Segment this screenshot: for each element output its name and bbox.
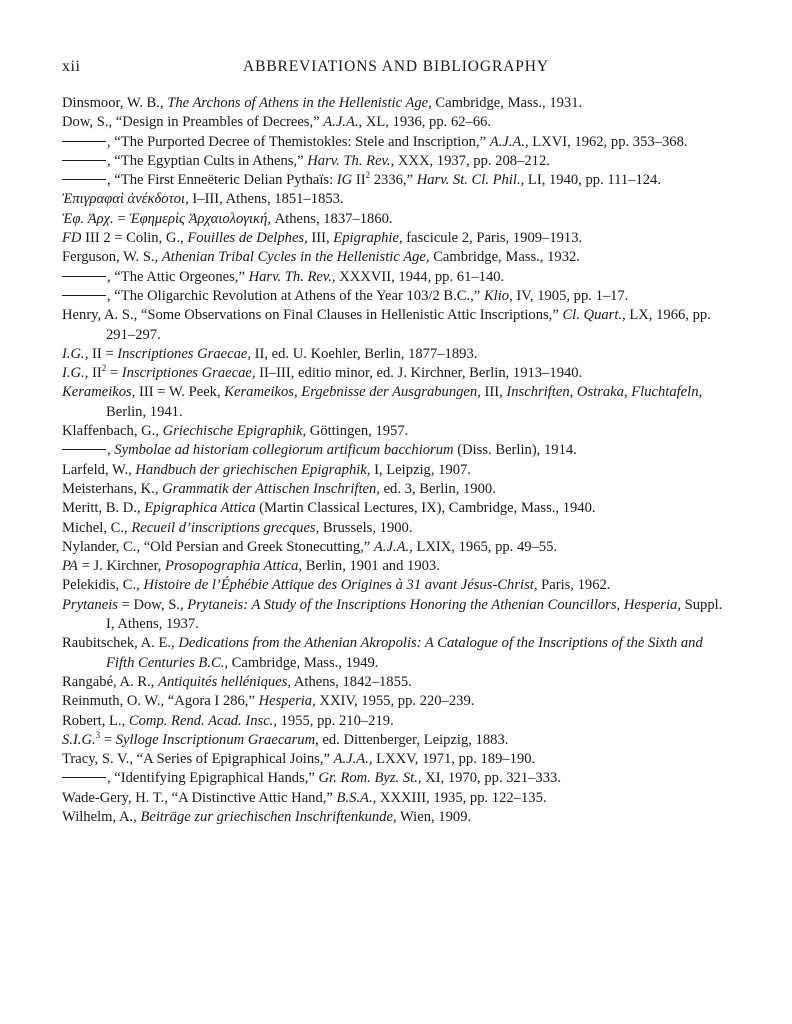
entry-text: Rangabé, A. R., [62, 673, 159, 690]
italic-text: Epigraphica Attica [144, 500, 256, 517]
entry-text: (Martin Classical Lectures, IX), Cambridge, Mass., 1940. [255, 500, 596, 517]
bibliography-entry [62, 383, 734, 422]
bibliography-entry [62, 422, 734, 441]
entry-text: I–III, Athens, 1851–1853. [188, 191, 344, 208]
italic-text: Athenian Tribal Cycles in the Hellenistic Age, [161, 249, 430, 266]
entry-text: Berlin, 1901 and 1903. [302, 558, 440, 575]
bibliography-entry [62, 210, 734, 229]
entry-text: XI, 1970, pp. 321–333. [421, 770, 561, 787]
entry-text: , “The Purported Decree of Themistokles: Stele and Inscription,” [107, 133, 490, 150]
bibliography-entry [62, 731, 734, 750]
ditto-dash [62, 276, 106, 277]
italic-text: Klio, [483, 287, 513, 304]
bibliography-entry [62, 750, 734, 769]
entry-text: II, ed. U. Koehler, Berlin, 1877–1893. [251, 345, 478, 362]
superscript-text: 2 [101, 363, 107, 374]
ditto-dash [62, 141, 106, 142]
bibliography-entry [62, 596, 734, 635]
italic-text: FD [62, 230, 82, 247]
bibliography-entry [62, 268, 734, 287]
superscript-text: 2 [365, 170, 371, 181]
italic-text: Recueil d’inscriptions grecques, [131, 519, 320, 536]
entry-text: Tracy, S. V., “A Series of Epigraphical Joins,” [62, 751, 334, 768]
italic-text: Prytaneis [62, 596, 118, 613]
bibliography-entry [62, 94, 734, 113]
entry-text: Robert, L., [62, 712, 129, 729]
entry-text: 1955, pp. 210–219. [276, 712, 394, 729]
entry-text: Cambridge, Mass., 1931. [431, 95, 583, 111]
entry-text: Wilhelm, A., [62, 808, 141, 825]
italic-text: Dedications from the Athenian Akropolis: A Catalogue of the Inscriptions of the Sixth and Fifth Centuries B.C., [106, 635, 703, 671]
entry-text: LXXV, 1971, pp. 189–190. [372, 751, 536, 768]
italic-text: Harv. St. Cl. Phil., [416, 172, 525, 189]
italic-text: I.G., [62, 365, 89, 382]
italic-text: PA [62, 558, 78, 575]
entry-text: Wien, 1909. [396, 808, 472, 825]
entry-text: Meritt, B. D., [62, 500, 145, 517]
italic-text: Symbolae ad historiam collegiorum artificum bacchiorum [114, 442, 454, 459]
entry-text: III, [307, 230, 334, 247]
entry-text: , “The First Enneëteric Delian Pythaïs: [107, 172, 337, 189]
italic-text: Griechische Epigraphik, [162, 423, 307, 440]
italic-text: A.J.A., [333, 751, 373, 768]
italic-text: A.J.A., [373, 538, 413, 555]
italic-text: Kerameikos, [62, 384, 136, 401]
italic-text: Inscriptiones Graecae, [121, 365, 256, 382]
italic-text: I.G., [62, 345, 89, 362]
bibliography-entry [62, 287, 734, 306]
entry-text: Berlin, 1941. [106, 403, 183, 420]
italic-text: B.S.A., [336, 789, 377, 806]
italic-text: Gr. Rom. Byz. St., [318, 770, 422, 787]
italic-text: Harv. Th. Rev., [307, 152, 395, 169]
bibliography-entry [62, 461, 734, 480]
bibliography-entry [62, 364, 734, 383]
entry-text: Athens, 1842–1855. [291, 673, 412, 690]
entry-text: = [100, 731, 116, 748]
bibliography-entry [62, 133, 734, 152]
entry-text: III 2 = Colin, G., [81, 230, 188, 247]
entry-text: Meisterhans, K., [62, 480, 163, 497]
entry-text: IV, 1905, pp. 1–17. [512, 287, 629, 304]
bibliography-entry [62, 480, 734, 499]
italic-text: Histoire de l’Éphébie Attique des Origines à 31 avant Jésus-Christ, [143, 577, 538, 594]
entry-text: Suppl. I, Athens, 1937. [106, 596, 723, 633]
bibliography-entry [62, 190, 734, 209]
bibliography-entry [62, 712, 734, 731]
entry-text: ed. Dittenberger, Leipzig, 1883. [318, 731, 509, 748]
entry-text: = [106, 365, 122, 382]
entry-text: Dinsmoor, W. B., [62, 95, 168, 111]
superscript-text: 3 [95, 729, 101, 740]
entry-text: Nylander, C., “Old Persian and Greek Stonecutting,” [62, 538, 374, 555]
bibliography-entry [62, 673, 734, 692]
entry-text: XXX, 1937, pp. 208–212. [394, 152, 550, 169]
italic-text: Harv. Th. Rev., [248, 268, 336, 285]
bibliography-entry [62, 152, 734, 171]
italic-text: Kerameikos, Ergebnisse der Ausgrabungen, [224, 384, 481, 401]
italic-text: Cl. Quart., [562, 307, 626, 324]
entry-text: Raubitschek, A. E., [62, 635, 179, 652]
entry-text: Göttingen, 1957. [306, 423, 409, 440]
page-number: xii [62, 58, 81, 75]
entry-text: III = W. Peek, [135, 384, 225, 401]
entry-text: , “Identifying Epigraphical Hands,” [107, 770, 319, 787]
bibliography-entry [62, 576, 734, 595]
entry-text: , [107, 442, 115, 459]
running-title: ABBREVIATIONS AND BIBLIOGRAPHY [242, 58, 549, 75]
bibliography-list [62, 94, 734, 827]
entry-text: 2336,” [370, 172, 417, 189]
entry-text: Dow, S., “Design in Preambles of Decrees,” [62, 114, 324, 131]
ditto-dash [62, 160, 106, 161]
italic-text: Inschriften, Ostraka, Fluchtafeln, [506, 384, 703, 401]
ditto-dash [62, 295, 106, 296]
italic-text: Ἐφ. Ἀρχ. [62, 210, 114, 227]
entry-text: XXIV, 1955, pp. 220–239. [315, 693, 475, 710]
italic-text: Hesperia, [258, 693, 316, 710]
entry-text: Larfeld, W., [62, 461, 136, 478]
bibliography-entry [62, 519, 734, 538]
entry-text: fascicule 2, Paris, 1909–1913. [402, 230, 583, 247]
bibliography-entry [62, 634, 734, 673]
italic-text: Inscriptiones Graecae, [117, 345, 252, 362]
entry-text: Cambridge, Mass., 1932. [429, 249, 580, 266]
italic-text: Beiträge zur griechischen Inschriftenkunde, [140, 808, 397, 825]
entry-text: II [88, 365, 102, 382]
italic-text: A.J.A., [323, 114, 363, 131]
entry-text: II [352, 172, 366, 189]
entry-text: Paris, 1962. [537, 577, 611, 594]
entry-text: XXXIII, 1935, pp. 122–135. [376, 789, 547, 806]
entry-text: II = [88, 345, 118, 362]
italic-text: Sylloge Inscriptionum Graecarum, [115, 731, 319, 748]
entry-text: = J. Kirchner, [77, 558, 166, 575]
bibliography-entry [62, 692, 734, 711]
bibliography-entry [62, 229, 734, 248]
entry-text: , “The Oligarchic Revolution at Athens of the Year 103/2 B.C.,” [107, 287, 484, 304]
italic-text: S.I.G. [62, 731, 96, 748]
entry-text: XL, 1936, pp. 62–66. [362, 114, 492, 131]
entry-text: LXVI, 1962, pp. 353–368. [528, 133, 688, 150]
entry-text: LXIX, 1965, pp. 49–55. [412, 538, 558, 555]
italic-text: IG [336, 172, 353, 189]
entry-text: LX, 1966, pp. 291–297. [106, 307, 711, 343]
bibliography-entry [62, 306, 734, 345]
italic-text: Fouilles de Delphes, [187, 230, 308, 247]
ditto-dash [62, 777, 106, 778]
entry-text: Ferguson, W. S., [62, 249, 162, 266]
ditto-dash [62, 179, 106, 180]
entry-text: I, Leipzig, 1907. [370, 461, 471, 478]
bibliography-entry [62, 441, 734, 460]
italic-text: Handbuch der griechischen Epigraphik, [135, 461, 371, 478]
entry-text: Michel, C., [62, 519, 132, 536]
bibliography-entry [62, 113, 734, 132]
entry-text: , “The Attic Orgeones,” [107, 268, 249, 285]
entry-text: ed. 3, Berlin, 1900. [379, 480, 496, 497]
entry-text: (Diss. Berlin), 1914. [453, 442, 577, 459]
bibliography-entry [62, 345, 734, 364]
bibliography-entry [62, 789, 734, 808]
entry-text: Wade-Gery, H. T., “A Distinctive Attic Hand,” [62, 789, 337, 806]
ditto-dash [62, 449, 106, 450]
italic-text: Prytaneis: A Study of the Inscriptions Honoring the Athenian Councillors, Hesperia, [187, 596, 681, 613]
bibliography-entry [62, 557, 734, 576]
bibliography-entry [62, 499, 734, 518]
entry-text: II–III, editio minor, ed. J. Kirchner, Berlin, 1913–1940. [255, 365, 583, 382]
italic-text: Ἐφημερὶς Ἀρχαιολογική, [129, 210, 271, 227]
italic-text: A.J.A., [489, 133, 529, 150]
entry-text: Athens, 1837–1860. [270, 210, 393, 227]
entry-text: , “The Egyptian Cults in Athens,” [107, 152, 308, 169]
bibliography-entry [62, 538, 734, 557]
entry-text: Cambridge, Mass., 1949. [228, 654, 379, 671]
entry-text: III, [480, 384, 507, 401]
italic-text: Comp. Rend. Acad. Insc., [128, 712, 277, 729]
bibliography-entry [62, 171, 734, 190]
entry-text: Henry, A. S., “Some Observations on Final Clauses in Hellenistic Attic Inscriptions,” [62, 307, 563, 324]
bibliography-entry [62, 808, 734, 827]
entry-text: Pelekidis, C., [62, 577, 144, 594]
entry-text: = [113, 210, 130, 227]
entry-text: Brussels, 1900. [319, 519, 413, 536]
page-header [62, 58, 730, 78]
italic-text: Grammatik der Attischen Inschriften, [162, 480, 380, 497]
entry-text: LI, 1940, pp. 111–124. [524, 172, 662, 189]
italic-text: Epigraphie, [333, 230, 403, 247]
bibliography-entry [62, 769, 734, 788]
italic-text: Prosopographia Attica, [165, 558, 303, 575]
entry-text: Reinmuth, O. W., “Agora I 286,” [62, 693, 259, 710]
italic-text: Ἐπιγραφαὶ ἀνέκδοτοι, [62, 191, 189, 208]
entry-text: XXXVII, 1944, pp. 61–140. [335, 268, 505, 285]
italic-text: The Archons of Athens in the Hellenistic Age, [167, 95, 432, 111]
entry-text: = Dow, S., [117, 596, 188, 613]
bibliography-entry [62, 248, 734, 267]
entry-text: Klaffenbach, G., [62, 423, 163, 440]
italic-text: Antiquités helléniques, [158, 673, 292, 690]
